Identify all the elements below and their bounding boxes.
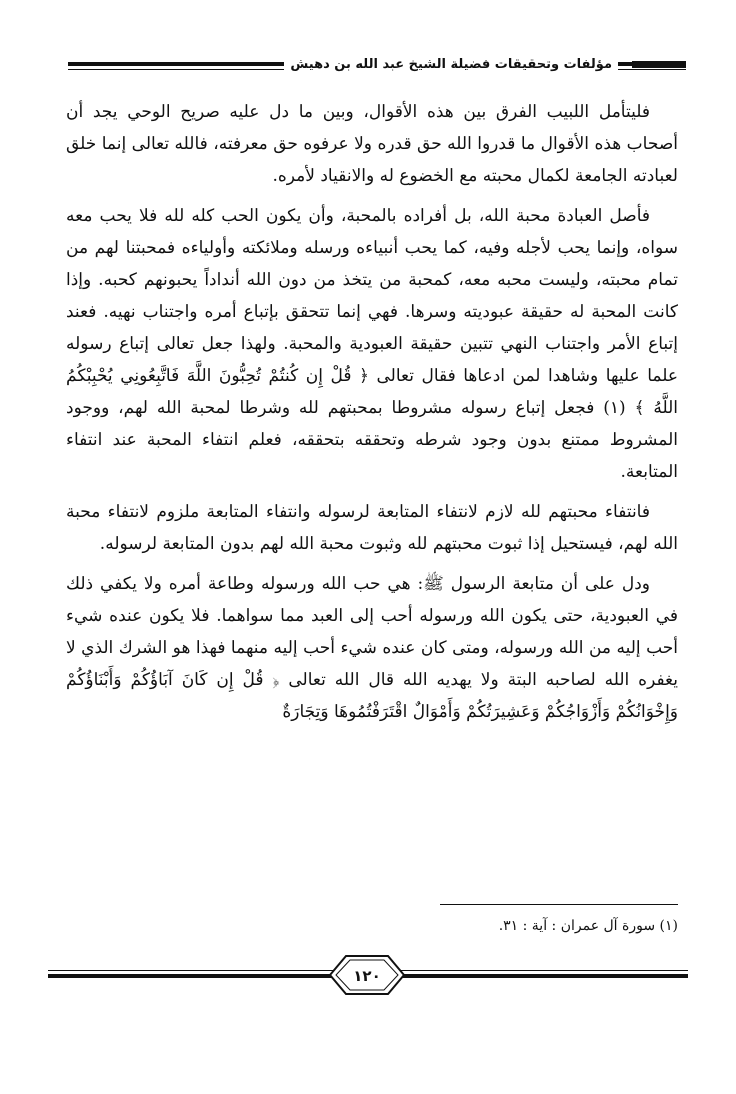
paragraph-3: فانتفاء محبتهم لله لازم لانتفاء المتابعة لرسوله وانتفاء المتابعة ملزوم لانتفاء محبة الله لهم، فيستحيل إذا ثبوت محبتهم لله وثبوت محبة الله لهم بدون المتابعة لرسوله. [66,502,678,554]
paragraph-4: ودل على أن متابعة الرسول ﷺ: هي حب الله ورسوله وطاعة أمره ولا يكفي ذلك في العبودية، حتى يكون الله ورسوله أحب إلى العبد مما سواهما. فلا يكون عنده شيء أحب إليه من الله ورسوله، ومتى كان عنده شيء أحب إليه منهما فهذا هو الشرك الذي لا يغفره الله لصاحبه البتة ولا يهديه الله قال الله تعالى ﴿ قُلْ إِن كَانَ آبَاؤُكُمْ وَأَبْنَاؤُكُمْ وَإِخْوَانُكُمْ وَأَزْوَاجُكُمْ وَعَشِيرَتُكُمْ وَأَمْوَالٌ اقْتَرَفْتُمُوهَا وَتِجَارَةٌ [66,574,678,722]
paragraph-1: فليتأمل اللبيب الفرق بين هذه الأقوال، وبين ما دل عليه صريح الوحي يجد أن أصحاب هذه الأقوال ما قدروا الله حق قدره ولا عرفوه حق معرفته، فالله تعالى إنما خلق لعبادته الجامعة لكمال محبته مع الخضوع له والانقياد لأمره. [66,102,678,186]
footnote: (١) سورة آل عمران : آية : ٣١. [498,918,678,934]
page-footer [48,948,688,1008]
header-ornament [632,61,686,68]
main-text [66,96,678,736]
footnote-separator [440,904,678,905]
page-header [68,56,686,80]
running-header-title: مؤلفات وتحقيقات فضيلة الشيخ عبد الله بن دهيش [284,56,618,74]
page-number: ١٢٠ [353,967,381,985]
page-number-badge [316,950,418,1000]
paragraph-2: فأصل العبادة محبة الله، بل أفراده بالمحبة، وأن يكون الحب كله لله فلا يحب معه سواه، وإنما يحب لأجله وفيه، كما يحب أنبياءه ورسله وملائكته وأولياءه فمحبتنا لهم من تمام محبته، وليست محبه معه، كمحبة من يتخذ من دون الله أنداداً يحبونهم كحبه. وإذا كانت المحبة له حقيقة عبوديته وسرها. فهي إنما تتحقق بإتباع أمره واجتناب نهيه. فعند إتباع الأمر واجتناب النهي تتبين حقيقة العبودية والمحبة. ولهذا جعل تعالى إتباع رسوله علما عليها وشاهدا لمن ادعاها فقال تعالى ﴿ قُلْ إِن كُنتُمْ تُحِبُّونَ اللَّهَ فَاتَّبِعُونِي يُحْبِبْكُمُ اللَّهُ ﴾ (١) فجعل إتباع رسوله مشروطا بمحبتهم لله وشرطا لمحبة الله لهم، ووجود المشروط ممتنع بدون وجود شرطه وتحققه بتحققه، فعلم انتفاء المحبة عند انتفاء المتابعة. [66,206,678,482]
